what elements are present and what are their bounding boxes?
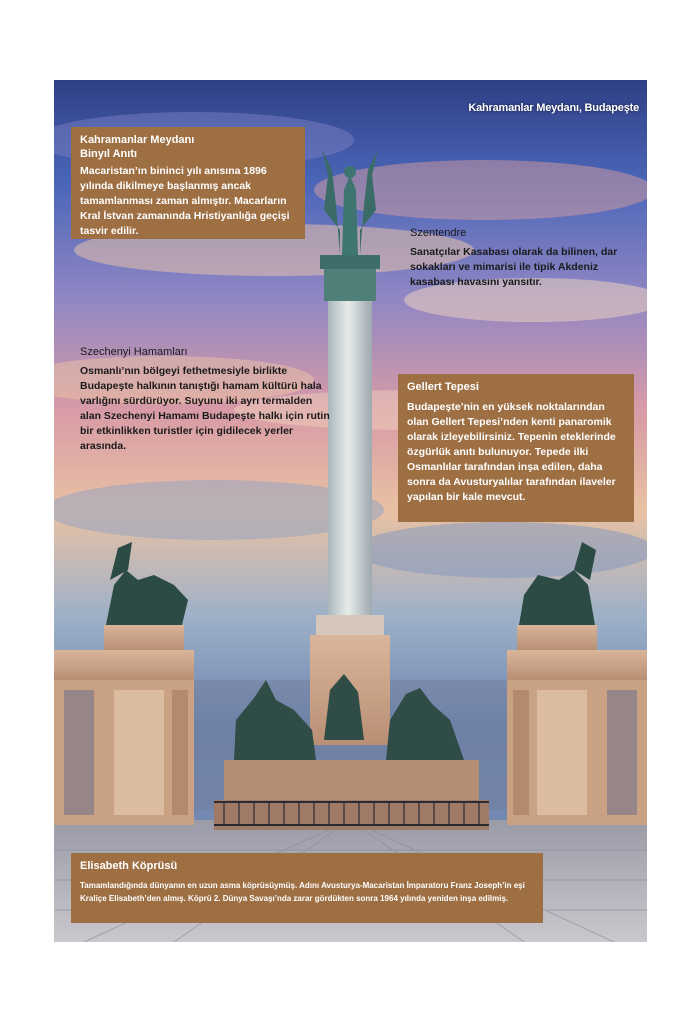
elisabeth-title: Elisabeth Köprüsü (80, 860, 178, 872)
szentendre-title: Szentendre (410, 227, 467, 239)
szentendre-text: Sanatçılar Kasabası olarak da bilinen, dar sokakları ve mimarisi ile tipik Akdeniz kasabası havasını yansıtır. (410, 246, 618, 288)
szechenyi-info (80, 345, 330, 454)
millennium-text: Macaristan’ın bininci yılı anısına 1896 yılında dikilmeye başlanmış ancak tamamlanması zaman almıştır. Macarların Kral İstvan zamanında Hristiyanlığa geçişi tasvir edilir. (80, 165, 290, 237)
szechenyi-text: Osmanlı’nın bölgeyi fethetmesiyle birlikte Budapeşte halkının tanıştığı hamam kültürü hala varlığını sürdürüyor. Suyunu iki ayrı termalden alan Szechenyi Hamamı Budapeşte halkı için rutin bir etkinlikken turistler için gidilecek yerler arasında. (80, 365, 330, 452)
gellert-title: Gellert Tepesi (407, 381, 479, 393)
millennium-info-box (71, 127, 305, 239)
elisabeth-text: Tamamlandığında dünyanın en uzun asma köprüsüymüş. Adını Avusturya-Macaristan İmparatoru Franz Joseph’in eşi Kraliçe Elisabeth’den almış. Köprü 2. Dünya Savaşı’nda zarar gördükten sonra 1964 yılında yeniden inşa edilmiş. (80, 881, 525, 903)
millennium-subtitle: Binyıl Anıtı (80, 148, 138, 160)
millennium-title: Kahramanlar Meydanı (80, 134, 195, 146)
gellert-info-box (398, 374, 634, 522)
photo-caption: Kahramanlar Meydanı, Budapeşte (468, 102, 639, 114)
szentendre-info (410, 226, 630, 290)
elisabeth-info-box (71, 853, 543, 923)
szechenyi-title: Szechenyi Hamamları (80, 346, 188, 358)
gellert-text: Budapeşte’nin en yüksek noktalarından olan Gellert Tepesi’nden kenti panaromik olarak izleyebilirsiniz. Tepenin eteklerinde özgürlük anıtı bulunuyor. Tepede ilki Osmanlılar tarafından inşa edilen, daha sonra da Avusturyalılar tarafından ilaveler yapılan bir kale mevcut. (407, 401, 616, 503)
